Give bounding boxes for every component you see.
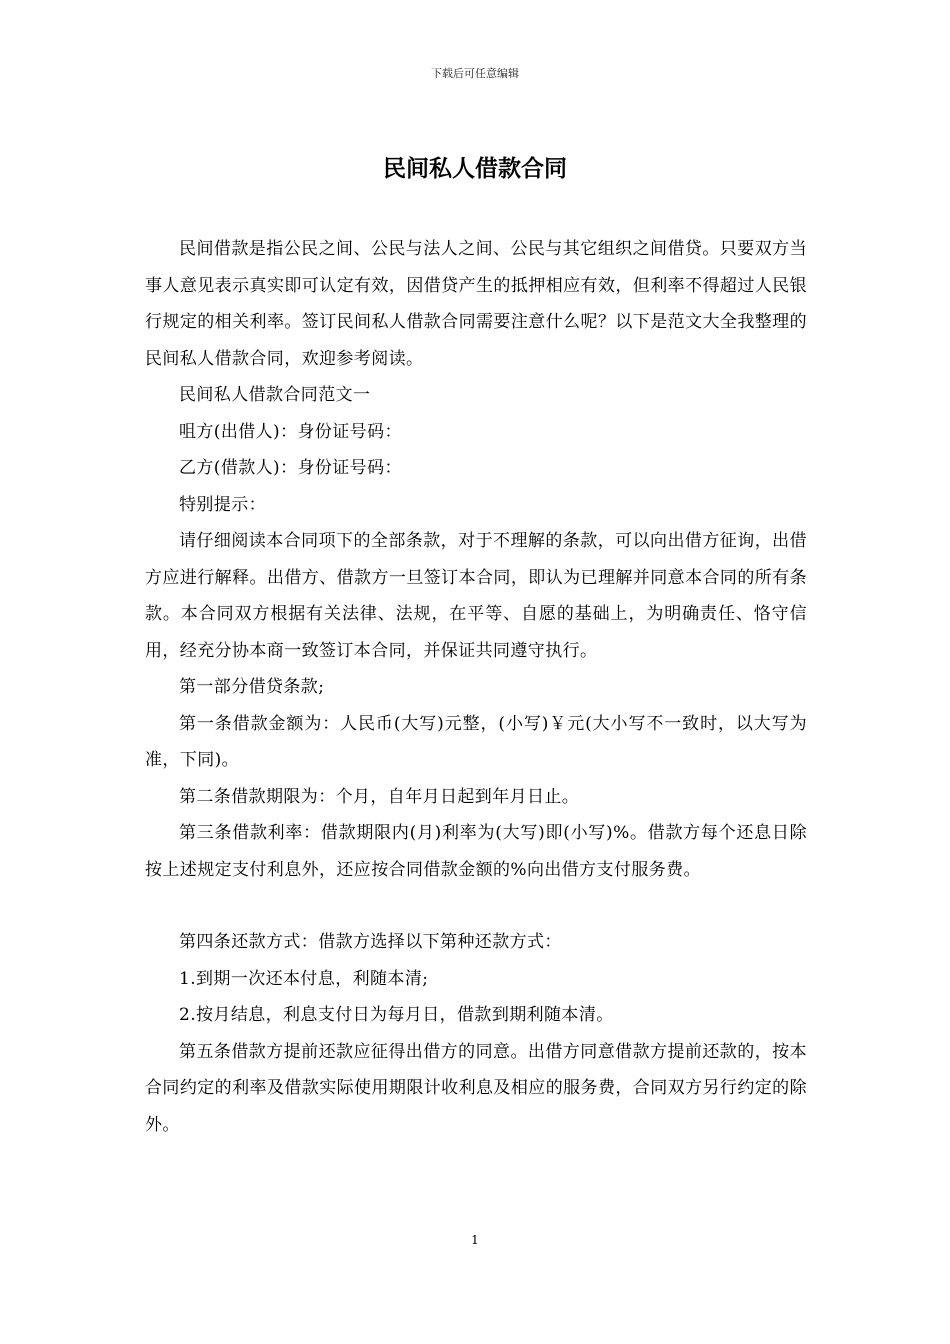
page-header-note: 下载后可任意编辑 <box>431 67 519 80</box>
part-one-heading: 第一部分借贷条款; <box>179 677 325 697</box>
party-b-line: 乙方(借款人)：身份证号码： <box>179 458 402 478</box>
article-5-early-repayment: 第五条借款方提前还款应征得出借方的同意。出借方同意借款方提前还款的，按本合同约定的利率及借款实际使用期限计收利息及相应的服务费，合同双方另行约定的除外。 <box>145 1041 807 1135</box>
special-notice-label: 特别提示： <box>179 494 266 515</box>
intro-paragraph: 民间借款是指公民之间、公民与法人之间、公民与其它组织之间借贷。只要双方当事人意见表示真实即可认定有效，因借贷产生的抵押相应有效，但利率不得超过人民银行规定的相关利率。签订民间私人借款合同需要注意什么呢？以下是范文大全我整理的民间私人借款合同，欢迎参考阅读。 <box>145 239 807 369</box>
article-3-interest-rate: 第三条借款利率：借款期限内(月)利率为(大写)即(小写)%。借款方每个还息日除按上述规定支付利息外，还应按合同借款金额的%向出借方支付服务费。 <box>145 823 807 880</box>
repayment-option-1: 1.到期一次还本付息，利随本清; <box>179 968 429 989</box>
document-title: 民间私人借款合同 <box>383 156 567 182</box>
sample-heading: 民间私人借款合同范文一 <box>179 385 371 405</box>
document-body <box>145 231 807 1143</box>
repayment-option-2: 2.按月结息，利息支付日为每月日，借款到期利随本清。 <box>179 1005 614 1025</box>
article-4-repayment-method: 第四条还款方式：借款方选择以下第种还款方式： <box>179 932 562 952</box>
special-notice-paragraph: 请仔细阅读本合同项下的全部条款，对于不理解的条款，可以向出借方征询，出借方应进行解释。出借方、借款方一旦签订本合同，即认为已理解并同意本合同的所有条款。本合同双方根据有关法律、法规，在平等、自愿的基础上，为明确责任、恪守信用，经充分协本商一致签订本合同，并保证共同遵守执行。 <box>145 531 807 661</box>
article-1-loan-amount: 第一条借款金额为：人民币(大写)元整，(小写)￥元(大小写不一致时，以大写为准，下同)。 <box>145 713 807 770</box>
page-number: 1 <box>471 1233 479 1247</box>
party-a-line: 咀方(出借人)：身份证号码： <box>179 421 402 442</box>
article-2-loan-term: 第二条借款期限为：个月，自年月日起到年月日止。 <box>179 786 580 807</box>
